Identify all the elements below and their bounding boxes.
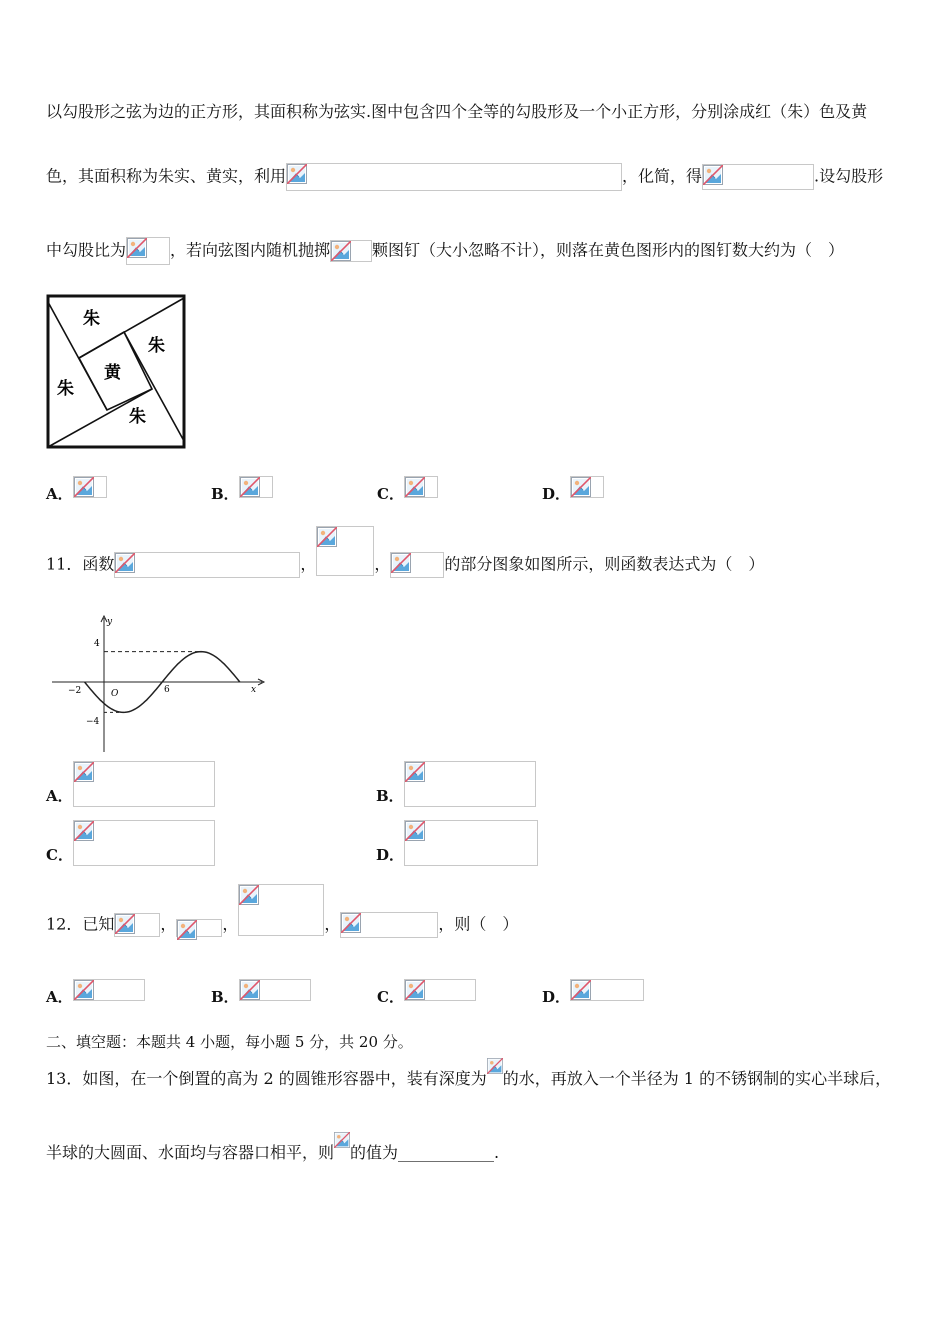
broken-image-icon — [287, 164, 307, 184]
formula-image — [334, 1132, 350, 1162]
function-graph — [46, 612, 270, 758]
y-axis-label: y — [107, 617, 113, 627]
option-label: B． — [211, 485, 239, 503]
option-label: C． — [377, 485, 404, 503]
option-image — [239, 476, 273, 498]
q12-line — [46, 912, 518, 938]
broken-image-icon — [391, 553, 411, 573]
label-zhu: 朱 — [148, 336, 165, 356]
q12-text: ， — [160, 914, 177, 934]
q11-option-d[interactable] — [376, 844, 538, 866]
q11-line — [46, 552, 764, 578]
formula-image — [487, 1058, 503, 1088]
option-label: D． — [542, 988, 571, 1006]
q12-option-a[interactable] — [46, 986, 145, 1007]
option-label: C． — [46, 846, 73, 864]
option-label: A． — [46, 485, 73, 503]
broken-image-icon — [74, 762, 94, 782]
q11-text: ， — [374, 554, 391, 574]
q10-text: 色，其面积称为朱实、黄实，利用 — [46, 166, 287, 186]
option-label: C． — [377, 988, 404, 1006]
option-label: D． — [542, 485, 571, 503]
q10-line-1: 以勾股形之弦为边的正方形，其面积称为弦实.图中包含四个全等的勾股形及一个小正方形，分别涂成红（朱）色及黄 — [46, 102, 868, 121]
q11-text: 的部分图象如图所示，则函数表达式为（ ） — [444, 554, 765, 574]
y-tick-min: −4 — [86, 717, 100, 727]
formula-image — [114, 913, 160, 937]
q10-text: .设勾股形 — [814, 166, 884, 186]
q11-option-a[interactable] — [46, 785, 215, 807]
broken-image-icon — [341, 913, 361, 933]
q12-text: ， — [324, 914, 341, 934]
origin-label: O — [111, 689, 119, 699]
q12-text: 12．已知 — [46, 914, 115, 934]
option-image — [404, 761, 536, 807]
broken-image-icon — [405, 821, 425, 841]
q12-text: ， — [222, 914, 239, 934]
x-axis-label: x — [251, 685, 257, 695]
broken-image-icon — [405, 477, 425, 497]
formula-image — [702, 164, 814, 190]
option-image — [570, 979, 644, 1001]
broken-image-icon — [74, 821, 94, 841]
q10-option-b[interactable] — [211, 483, 273, 504]
q13-text: 半球的大圆面、水面均与容器口相平，则 — [46, 1143, 335, 1162]
option-image — [73, 761, 215, 807]
broken-image-icon — [240, 980, 260, 1000]
q10-line-2 — [46, 163, 883, 191]
broken-image-icon — [74, 477, 94, 497]
label-zhu: 朱 — [57, 379, 74, 399]
q13-line-1 — [46, 1068, 891, 1090]
broken-image-icon — [334, 1132, 350, 1148]
broken-image-icon — [115, 914, 135, 934]
answer-blank[interactable]: ____________ — [398, 1143, 495, 1162]
broken-image-icon — [331, 241, 351, 261]
q11-text: 11．函数 — [46, 554, 115, 574]
q11-option-b[interactable] — [376, 785, 536, 807]
label-huang: 黄 — [104, 363, 121, 383]
formula-image — [316, 526, 374, 576]
option-label: D． — [376, 846, 405, 864]
broken-image-icon — [240, 477, 260, 497]
q13-text: 13．如图，在一个倒置的高为 2 的圆锥形容器中，装有深度为 — [46, 1069, 487, 1088]
q10-text: ，化简，得 — [622, 166, 703, 186]
option-label: A． — [46, 988, 73, 1006]
q10-option-a[interactable] — [46, 483, 107, 504]
option-image — [73, 979, 145, 1001]
formula-image — [126, 237, 170, 265]
broken-image-icon — [571, 477, 591, 497]
string-diagram-figure — [46, 294, 186, 450]
broken-image-icon — [115, 553, 135, 573]
q10-option-d[interactable] — [542, 483, 604, 504]
q11-text: ， — [300, 554, 317, 574]
option-image — [404, 979, 476, 1001]
broken-image-icon — [487, 1058, 503, 1074]
option-label: B． — [211, 988, 239, 1006]
q10-text: 中勾股比为 — [46, 240, 127, 260]
section-heading: 二、填空题：本题共 4 小题，每小题 5 分，共 20 分。 — [46, 1033, 413, 1051]
q13-text: 的值为 — [350, 1143, 399, 1162]
q10-option-c[interactable] — [377, 483, 438, 504]
option-label: A． — [46, 787, 73, 805]
x-tick-neg: −2 — [68, 686, 82, 696]
q13-line-2 — [46, 1142, 499, 1164]
broken-image-icon — [703, 165, 723, 185]
q10-text: ，若向弦图内随机抛掷 — [170, 240, 331, 260]
formula-image — [340, 912, 438, 938]
x-tick-6: 6 — [164, 685, 170, 695]
q12-text: ，则（ ） — [438, 914, 519, 934]
y-tick-max: 4 — [94, 639, 100, 649]
option-image — [570, 476, 604, 498]
formula-image — [176, 919, 222, 937]
q12-option-d[interactable] — [542, 986, 644, 1007]
formula-image — [114, 552, 300, 578]
option-image — [404, 476, 438, 498]
formula-image — [390, 552, 444, 578]
broken-image-icon — [405, 762, 425, 782]
option-image — [239, 979, 311, 1001]
broken-image-icon — [317, 527, 337, 547]
option-image — [73, 476, 107, 498]
broken-image-icon — [74, 980, 94, 1000]
broken-image-icon — [405, 980, 425, 1000]
q13-text: 的水，再放入一个半径为 1 的不锈钢制的实心半球后， — [502, 1069, 892, 1088]
broken-image-icon — [127, 238, 147, 258]
q12-option-b[interactable] — [211, 986, 311, 1007]
broken-image-icon — [177, 920, 197, 940]
q11-option-c[interactable] — [46, 844, 215, 866]
broken-image-icon — [571, 980, 591, 1000]
option-image — [404, 820, 538, 866]
formula-image — [238, 884, 324, 936]
label-zhu: 朱 — [129, 407, 146, 427]
q10-text: 颗图钉（大小忽略不计），则落在黄色图形内的图钉数大约为（ ） — [372, 240, 845, 260]
option-image — [73, 820, 215, 866]
broken-image-icon — [239, 885, 259, 905]
q13-text: . — [494, 1143, 500, 1162]
formula-image — [330, 240, 372, 262]
formula-image — [286, 163, 622, 191]
option-label: B． — [376, 787, 404, 805]
q10-line-3 — [46, 237, 844, 265]
label-zhu: 朱 — [83, 309, 100, 329]
q12-option-c[interactable] — [377, 986, 476, 1007]
